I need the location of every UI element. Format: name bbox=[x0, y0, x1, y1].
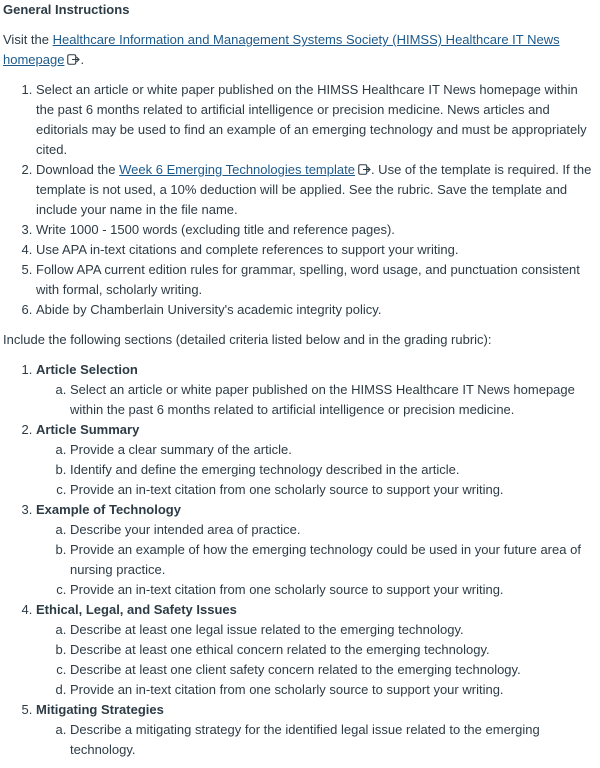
instruction-item-5: 5. Follow APA current edition rules for grammar, spelling, word usage, and punctuation consistent with formal, scholarly writing. bbox=[36, 260, 597, 300]
section-article-selection bbox=[36, 360, 597, 420]
intro-prefix: Visit the bbox=[3, 32, 53, 47]
criteria-item: c. Provide an in-text citation from one scholarly source to support your writing. bbox=[70, 580, 597, 600]
sections-intro: Include the following sections (detailed criteria listed below and in the grading rubric): bbox=[3, 332, 492, 347]
instruction-item-3: 3. Write 1000 - 1500 words (excluding title and reference pages). bbox=[36, 220, 597, 240]
template-link-text[interactable]: Week 6 Emerging Technologies template bbox=[119, 162, 355, 177]
instruction-item-6: 6. Abide by Chamberlain University's academic integrity policy. bbox=[36, 300, 597, 320]
criteria-item: c. Describe at least one client safety concern related to the emerging technology. bbox=[70, 660, 597, 680]
section-title: Example of Technology bbox=[36, 502, 181, 517]
criteria-item: d. Provide an in-text citation from one scholarly source to support your writing. bbox=[70, 680, 597, 700]
section-title: Article Selection bbox=[36, 362, 138, 377]
criteria-item: a. Describe a mitigating strategy for the identified legal issue related to the emerging technology. bbox=[70, 720, 597, 760]
criteria-item: a. Provide a clear summary of the article. bbox=[70, 440, 597, 460]
section-title: Ethical, Legal, and Safety Issues bbox=[36, 602, 237, 617]
criteria-item: c. Provide an in-text citation from one scholarly source to support your writing. bbox=[70, 480, 597, 500]
instruction-item-4: 4. Use APA in-text citations and complete references to support your writing. bbox=[36, 240, 597, 260]
intro-paragraph bbox=[3, 30, 597, 70]
criteria-item: a. Describe at least one legal issue related to the emerging technology. bbox=[70, 620, 597, 640]
intro-suffix: . bbox=[80, 52, 85, 67]
section-example-of-technology bbox=[36, 500, 597, 600]
criteria-item: b. Provide an example of how the emerging technology could be used in your future area of nursing practice. bbox=[70, 540, 597, 580]
section-title: Mitigating Strategies bbox=[36, 702, 164, 717]
himss-homepage-link[interactable] bbox=[3, 32, 560, 67]
criteria-list bbox=[36, 620, 597, 700]
instruction-2-suffix: . Use of the template is required. If the template is not used, a 10% deduction will be applied. See the rubric. Save the template and include your name in the file name. bbox=[36, 162, 592, 217]
instructions-list bbox=[3, 80, 597, 320]
criteria-list bbox=[36, 720, 597, 760]
section-article-summary bbox=[36, 420, 597, 500]
criteria-list bbox=[36, 380, 597, 420]
criteria-item: b. Identify and define the emerging technology described in the article. bbox=[70, 460, 597, 480]
criteria-item: b. Describe at least one ethical concern related to the emerging technology. bbox=[70, 640, 597, 660]
section-mitigating-strategies bbox=[36, 700, 597, 760]
criteria-item: a. Select an article or white paper published on the HIMSS Healthcare IT News homepage within the past 6 months related to artificial intelligence or precision medicine. bbox=[70, 380, 597, 420]
criteria-list bbox=[36, 520, 597, 600]
criteria-list bbox=[36, 440, 597, 500]
section-title: Article Summary bbox=[36, 422, 140, 437]
external-link-icon bbox=[358, 164, 371, 175]
section-ethical-legal-safety bbox=[36, 600, 597, 700]
criteria-item: a. Describe your intended area of practice. bbox=[70, 520, 597, 540]
instruction-item-1: 1. Select an article or white paper published on the HIMSS Healthcare IT News homepage within the past 6 months related to artificial intelligence or precision medicine. News articles and editorials may be used to find an example of an emerging technology and must be appropriately cited. bbox=[36, 80, 597, 160]
himss-link-text[interactable]: Healthcare Information and Management Systems Society (HIMSS) Healthcare IT News homepage bbox=[3, 32, 560, 67]
template-link[interactable] bbox=[119, 162, 355, 177]
sections-list bbox=[3, 360, 597, 760]
page-heading: General Instructions bbox=[3, 2, 130, 17]
external-link-icon bbox=[67, 54, 80, 65]
instruction-2-prefix: Download the bbox=[36, 162, 120, 177]
instruction-item-2 bbox=[36, 160, 597, 220]
